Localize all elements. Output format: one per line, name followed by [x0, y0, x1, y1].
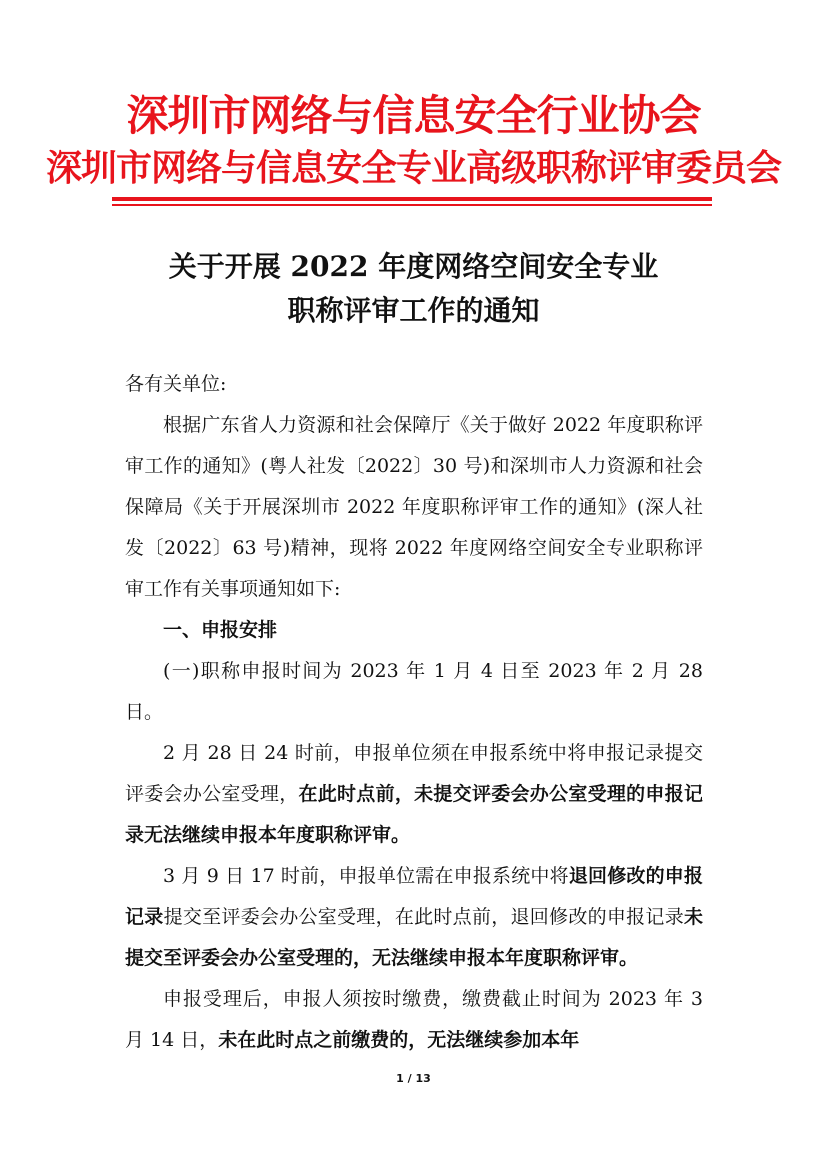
revision-warning: 未提交至评委会办公室受理的，无法继续申报本年度职称评审。: [125, 906, 703, 969]
payment-warning: 未在此时点之前缴费的，无法继续参加本年: [218, 1029, 580, 1051]
title-line-2: 职称评审工作的通知: [287, 294, 540, 327]
revision-text-1: 3 月 9 日 17 时前，申报单位需在申报系统中将: [163, 865, 569, 887]
section-heading-arrangement: 一、申报安排: [163, 619, 278, 641]
letterhead-divider-thick: [112, 197, 712, 201]
document-body: [125, 364, 703, 1061]
page-indicator: 1 / 13: [396, 1072, 431, 1085]
letterhead-divider-thin: [112, 204, 712, 206]
document-title: [0, 245, 827, 333]
org-name-committee: 深圳市网络与信息安全专业高级职称评审委员会: [45, 148, 781, 189]
payment-text: 申报受理后，申报人须按时缴费，缴费截止时间为 2023 年 3 月 14 日，: [125, 988, 703, 1051]
paragraph-payment-deadline: [125, 979, 703, 1061]
revision-text-2: 提交至评委会办公室受理，在此时点前，退回修改的申报记录: [163, 906, 684, 928]
title-line-1: 关于开展 2022 年度网络空间安全专业: [168, 250, 659, 283]
revision-emphasis-1: 退回修改的申报记录: [125, 865, 703, 928]
org-name-association: 深圳市网络与信息安全行业协会: [126, 91, 701, 140]
paragraph-basis: 根据广东省人力资源和社会保障厅《关于做好 2022 年度职称评审工作的通知》(粤人社发〔2022〕30 号)和深圳市人力资源和社会保障局《关于开展深圳市 2022 年度职称评审工作的通知》(深人社发〔2022〕63 号)精神，现将 2022 年度网络空间安全专业职称评审工作有关事项通知如下:: [125, 414, 703, 600]
paragraph-application-period: (一)职称申报时间为 2023 年 1 月 4 日至 2023 年 2 月 28 日。: [125, 660, 703, 723]
paragraph-revision-deadline: [125, 856, 703, 979]
letterhead: [0, 88, 827, 194]
deadline-text: 2 月 28 日 24 时前，申报单位须在申报系统中将申报记录提交评委会办公室受理，: [125, 742, 703, 805]
deadline-warning: 在此时点前，未提交评委会办公室受理的申报记录无法继续申报本年度职称评审。: [125, 783, 703, 846]
paragraph-submission-deadline: [125, 733, 703, 856]
greeting: 各有关单位:: [125, 373, 227, 395]
